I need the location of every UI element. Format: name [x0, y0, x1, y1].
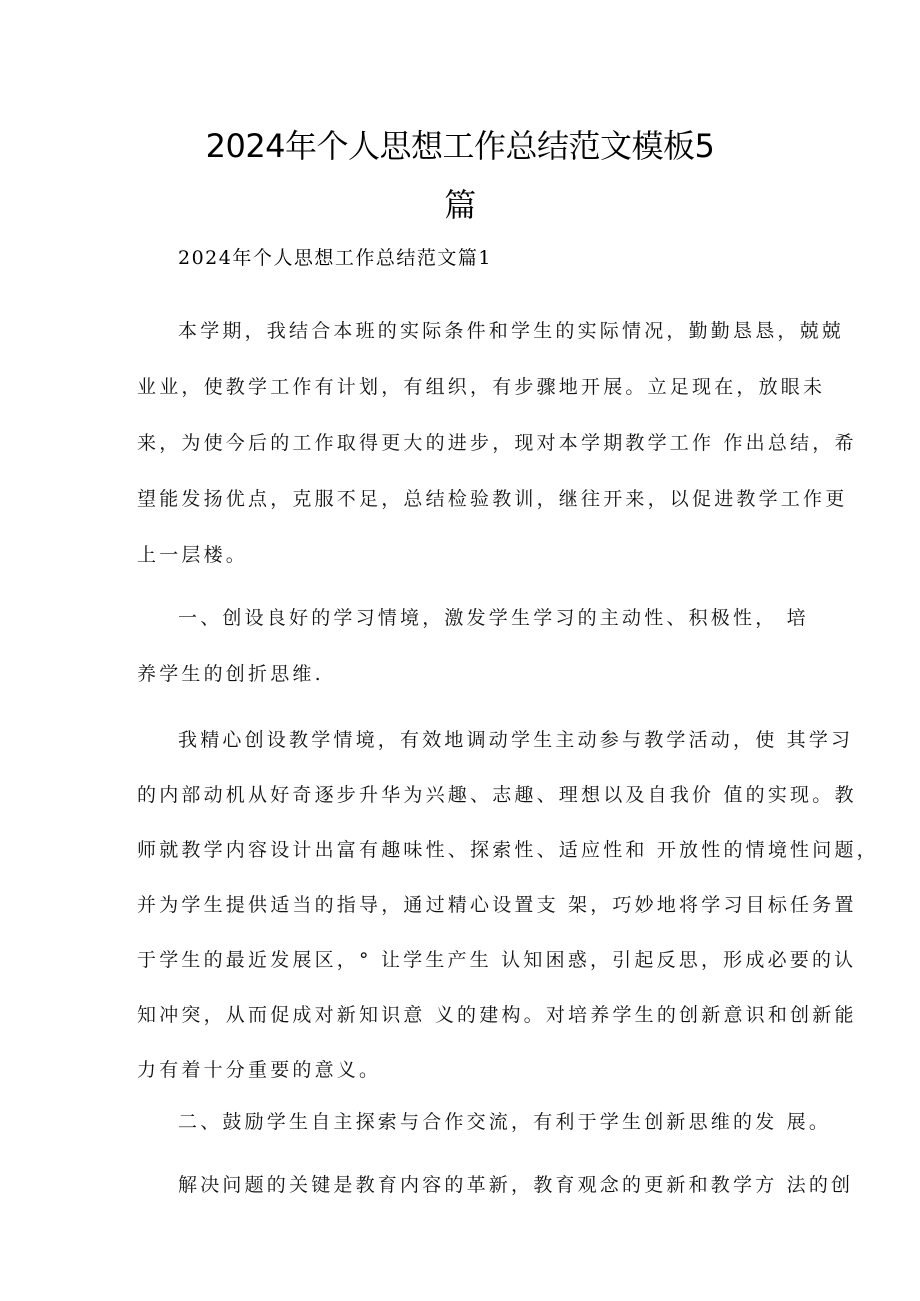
paragraph-2-line-6: 知冲突，从而促成对新知识意 义的建构。对培养学生的创新意识和创新能 — [137, 1004, 857, 1026]
paragraph-1-line-5: 上一层楼。 — [137, 544, 249, 566]
paragraph-2-line-1: 我精心创设教学情境，有效地调动学生主动参与教学活动，使 其学习 — [178, 729, 854, 751]
paragraph-2-line-2: 的内部动机从好奇逐步升华为兴趣、志趣、理想以及自我价 值的实现。教 — [137, 784, 857, 806]
paragraph-1-line-2: 业业，使教学工作有计划，有组织，有步骤地开展。立足现在，放眼未 — [137, 376, 826, 398]
heading-1-line-2: 养学生的创折思维. — [137, 663, 324, 685]
document-title-line-2: 篇 — [444, 186, 476, 224]
paragraph-2-line-3: 师就教学内容设计出富有趣味性、探索性、适应性和 开放性的情境性问题， — [137, 839, 879, 861]
paragraph-1-line-4: 望能发扬优点，克服不足，总结检验教训，继往开来，以促进教学工作更 — [137, 488, 848, 510]
paragraph-1-line-1: 本学期，我结合本班的实际条件和学生的实际情况，勤勤恳恳，兢兢 — [178, 320, 845, 342]
paragraph-2-line-7: 力有着十分重要的意义。 — [137, 1059, 382, 1081]
section-title: 2024年个人思想工作总结范文篇1 — [178, 247, 492, 269]
paragraph-2-line-4: 并为学生提供适当的指导，通过精心设置支 架，巧妙地将学习目标任务置 — [137, 894, 857, 916]
document-title-line-1: 2024年个人思想工作总结范文模板5 — [205, 127, 715, 165]
paragraph-1-line-3: 来，为使今后的工作取得更大的进步，现对本学期教学工作 作出总结，希 — [137, 432, 857, 454]
heading-2: 二、鼓励学生自主探索与合作交流，有利于学生创新思维的发 展。 — [178, 1111, 832, 1133]
paragraph-3-line-1: 解决问题的关键是教育内容的革新，教育观念的更新和教学方 法的创 — [178, 1174, 854, 1196]
heading-1-line-1: 一、创设良好的学习情境，激发学生学习的主动性、积极性， 培 — [178, 607, 809, 629]
paragraph-2-line-5: 于学生的最近发展区，° 让学生产生 认知困惑，引起反思，形成必要的认 — [137, 949, 857, 971]
